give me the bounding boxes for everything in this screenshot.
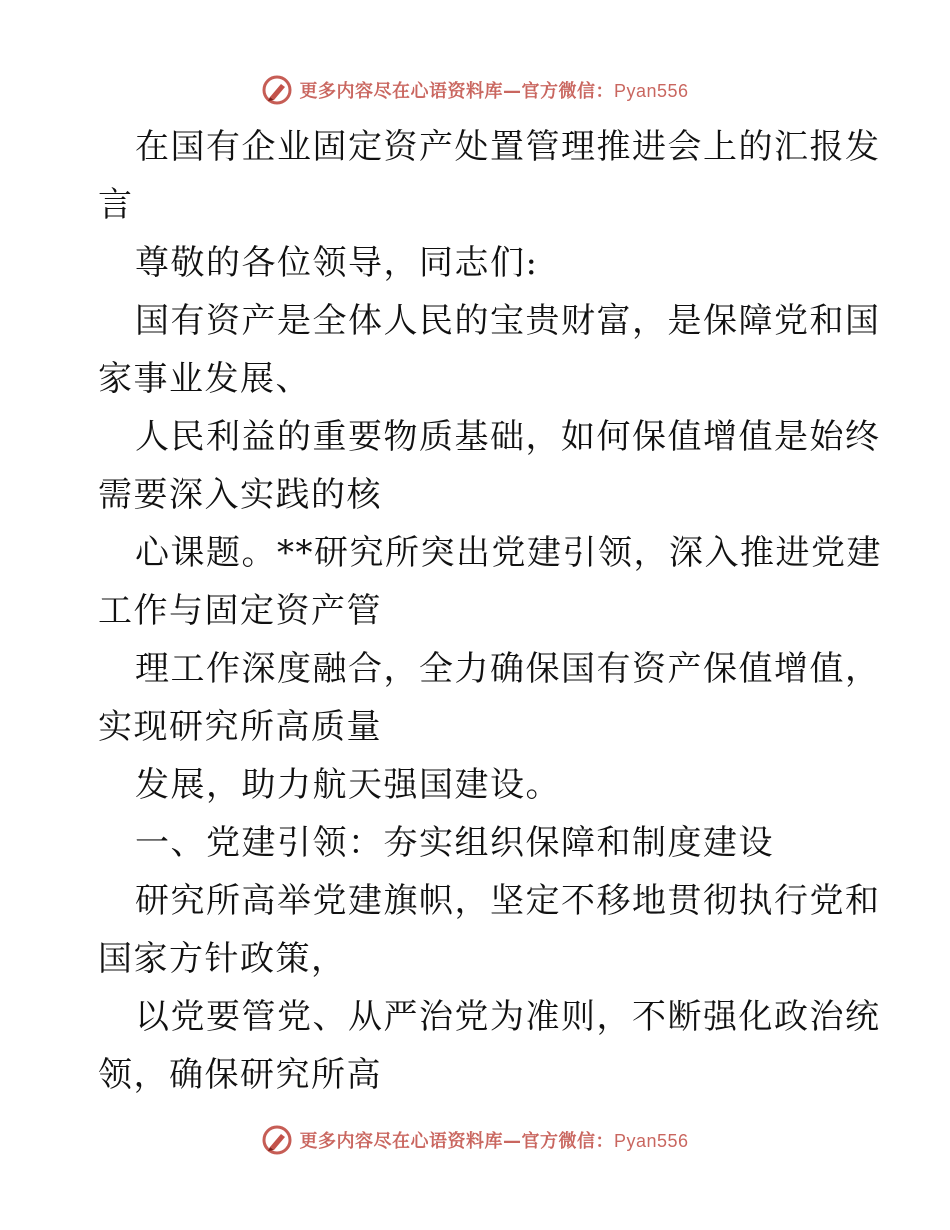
title-line-1: 在国有企业固定资产处置管理推进会上的汇报发 <box>135 127 881 167</box>
document-body <box>98 118 882 1104</box>
section-heading: 一、党建引领：夯实组织保障和制度建设 <box>135 823 774 863</box>
header-watermark <box>0 70 950 110</box>
paragraph-line: 理工作深度融合，全力确保国有资产保值增值， <box>135 649 881 689</box>
paragraph-line: 国有资产是全体人民的宝贵财富，是保障党和国 <box>135 301 881 341</box>
pen-logo-icon <box>261 74 293 106</box>
paragraph-line: 心课题。**研究所突出党建引领，深入推进党建 <box>135 533 882 573</box>
pen-logo-icon <box>261 1124 293 1156</box>
footer-watermark <box>0 1120 950 1160</box>
paragraph-line: 家事业发展、 <box>98 359 311 399</box>
paragraph-line: 领，确保研究所高 <box>98 1055 382 1095</box>
paragraph-line: 国家方针政策， <box>98 939 347 979</box>
watermark-text: 更多内容尽在心语资料库—官方微信：Pyan556 <box>299 81 689 102</box>
paragraph-line: 工作与固定资产管 <box>98 591 382 631</box>
watermark-text: 更多内容尽在心语资料库—官方微信：Pyan556 <box>299 1131 689 1152</box>
title-line-2: 言 <box>98 185 134 225</box>
paragraph-line: 发展，助力航天强国建设。 <box>135 765 561 805</box>
paragraph-line: 人民利益的重要物质基础，如何保值增值是始终 <box>135 417 881 457</box>
salutation: 尊敬的各位领导，同志们: <box>135 243 539 283</box>
paragraph-line: 需要深入实践的核 <box>98 475 382 515</box>
paragraph-line: 研究所高举党建旗帜，坚定不移地贯彻执行党和 <box>135 881 881 921</box>
paragraph-line: 实现研究所高质量 <box>98 707 382 747</box>
paragraph-line: 以党要管党、从严治党为准则，不断强化政治统 <box>135 997 881 1037</box>
